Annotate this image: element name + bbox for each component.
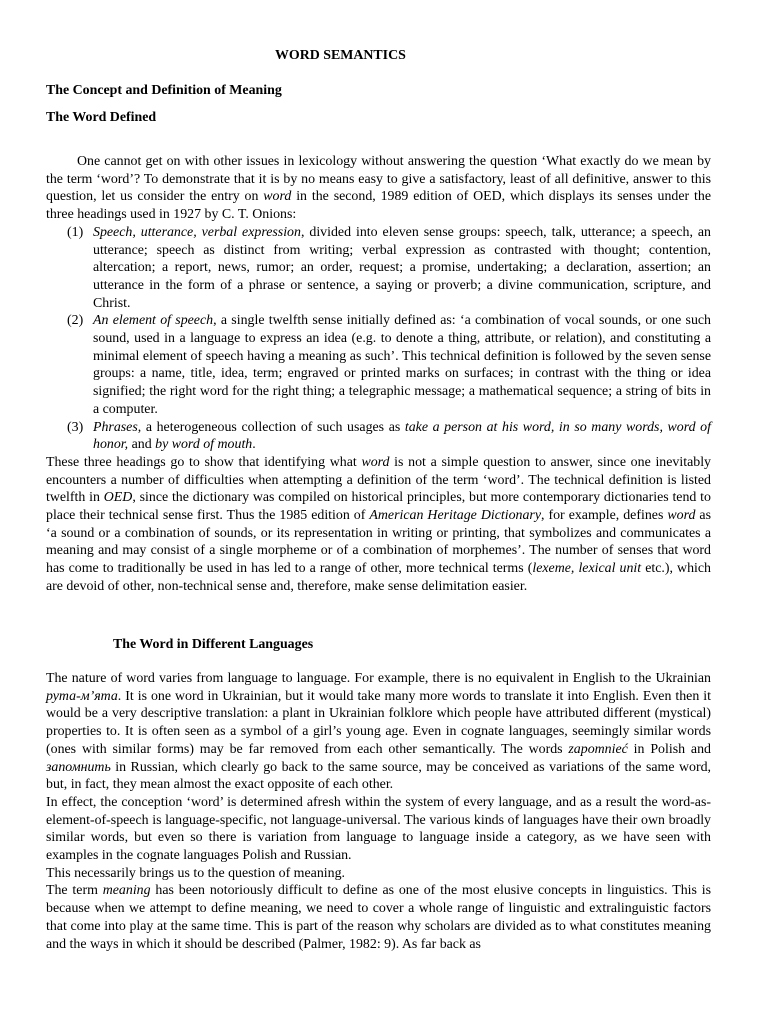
list-item-text: , a heterogeneous collection of such usages as <box>137 419 405 435</box>
intro-text: One cannot get on with other issues in lexicology without answering the question ‘What exactly do we mean by the term ‘word’? To demonstrate that it is by no means easy to give a satisfactory, least of all definitive, answer to this question, let us consider the entry on <box>46 154 711 205</box>
paragraph-emphasis: meaning <box>102 883 151 899</box>
list-item <box>46 312 711 418</box>
intro-paragraph <box>46 153 711 224</box>
list-item-text: . <box>252 437 256 453</box>
list-item <box>46 419 711 454</box>
list-item-term: Phrases <box>93 419 138 435</box>
paragraph-text: . It is one word in Ukrainian, but it would take many more words to translate it into English. Even then it would be a very descriptive translation: a plant in Ukrainian folklore which people have attributed different (mystical) properties to. It is often seen as a symbol of a girl’s young age. Even in cognate languages, seemingly similar words (ones with similar forms) may be far removed from each other semantically. The words <box>46 688 711 757</box>
languages-paragraph <box>46 670 711 794</box>
languages-section <box>46 670 711 953</box>
paragraph-emphasis: word <box>667 508 696 524</box>
meaning-paragraph <box>46 882 711 953</box>
list-item <box>46 224 711 313</box>
paragraph-text: These three headings go to show that identifying what <box>46 454 362 470</box>
word-defined-section <box>46 153 711 596</box>
paragraph-text: The nature of word varies from language to language. For example, there is no equivalent in English to the Ukrainian <box>46 671 711 686</box>
section-heading-languages: The Word in Different Languages <box>113 637 314 652</box>
list-item-text: and <box>128 437 156 453</box>
section-heading-concept: The Concept and Definition of Meaning <box>46 83 282 98</box>
paragraph-emphasis: word <box>361 454 390 470</box>
headings-discussion-paragraph <box>46 454 711 596</box>
paragraph-emphasis: OED <box>103 490 133 506</box>
list-item-number: (2) <box>67 313 84 329</box>
paragraph-emphasis: рута-м’ята <box>46 688 118 704</box>
intro-emphasis: word <box>263 189 292 205</box>
paragraph-text: , since the dictionary was compiled on historical principles, but more contemporary dictionaries tend to place their technical sense first. Thus the 1985 edition of <box>46 490 711 524</box>
list-item-term: An element of speech <box>93 313 214 329</box>
paragraph-text: is not a simple question to answer, since one inevitably encounters a number of difficulties when attempting a definition of the term ‘word’. The technical definition is listed twelfth in <box>46 454 711 506</box>
paragraph-text: , for example, defines <box>541 508 668 524</box>
paragraph-emphasis: zapomnieć <box>568 741 628 757</box>
list-item-example: take a person at his word, in so many words, word of honor, <box>93 419 711 453</box>
sense-headings-list <box>46 224 711 454</box>
paragraph-emphasis: lexeme, lexical unit <box>532 561 642 577</box>
list-item-number: (3) <box>67 419 84 435</box>
document-title: WORD SEMANTICS <box>275 48 406 63</box>
paragraph-text: etc.), which are devoid of other, non-technical sense and, therefore, make sense delimitation easier. <box>46 561 711 594</box>
intro-text: in the second, 1989 edition of OED, which displays its senses under the three headings used in 1927 by C. T. Onions: <box>46 189 712 223</box>
paragraph-text: in Polish and <box>627 741 711 757</box>
paragraph-text: in Russian, which clearly go back to the same source, may be conceived as variations of the same word, but, in fact, they mean almost the exact opposite of each other. <box>46 759 711 793</box>
paragraph-text: as ‘a sound or a combination of sounds, or its representation in writing or printing, that symbolizes and communicates a meaning and may consist of a single morpheme or of a combination of morphemes’. The number of senses that word has come to traditionally be used in has led to a range of other, more technical terms ( <box>46 508 712 577</box>
paragraph-text: The term <box>46 883 103 899</box>
list-item-text: , a single twelfth sense initially defined as: ‘a combination of vocal sounds, or one such sound, used in a language to express an idea (e.g. to denote a thing, attribute, or relation), and constituting a minimal element of speech having a meaning as such’. This technical definition is followed by the seven sense groups: a name, title, idea, term; engraved or printed marks on surfaces; in contrast with the thing or idea signified; the right word for the right thing; a telegraphic message; a mathematical sequence; a string of bits in a computer. <box>93 313 712 417</box>
necessarily-paragraph: This necessarily brings us to the question of meaning. <box>46 865 345 881</box>
effect-paragraph: In effect, the conception ‘word’ is determined afresh within the system of every language, and as a result the word-as-element-of-speech is language-specific, not language-universal. The various kinds of languages have their own broadly similar words, but even so there is variation from language to language inside a category, as we have seen with examples in the cognate languages Polish and Russian. <box>46 794 711 864</box>
list-item-text: , divided into eleven sense groups: speech, talk, utterance; a speech, an utterance; speech as distinct from writing; verbal expression as contrasted with thought; contention, altercation; a report, news, rumor; an order, request; a promise, undertaking; a declaration, assertion; an utterance in the form of a phrase or sentence, a saying or proverb; a divine communication, scripture, and Christ. <box>93 224 711 311</box>
paragraph-text: has been notoriously difficult to define as one of the most elusive concepts in linguistics. This is because when we attempt to define meaning, we need to cover a whole range of linguistic and extralinguistic factors that come into play at the same time. This is part of the reason why scholars are divided as to what constitutes meaning and the ways in which it should be described (Palmer, 1982: 9). As far back as <box>46 883 712 952</box>
list-item-term: Speech, utterance, verbal expression <box>93 224 301 240</box>
paragraph-emphasis: American Heritage Dictionary <box>369 508 541 524</box>
list-item-number: (1) <box>67 224 84 240</box>
paragraph-emphasis: запомнить <box>46 759 111 775</box>
list-item-example: by word of mouth <box>155 437 253 453</box>
section-heading-word-defined: The Word Defined <box>46 110 157 125</box>
